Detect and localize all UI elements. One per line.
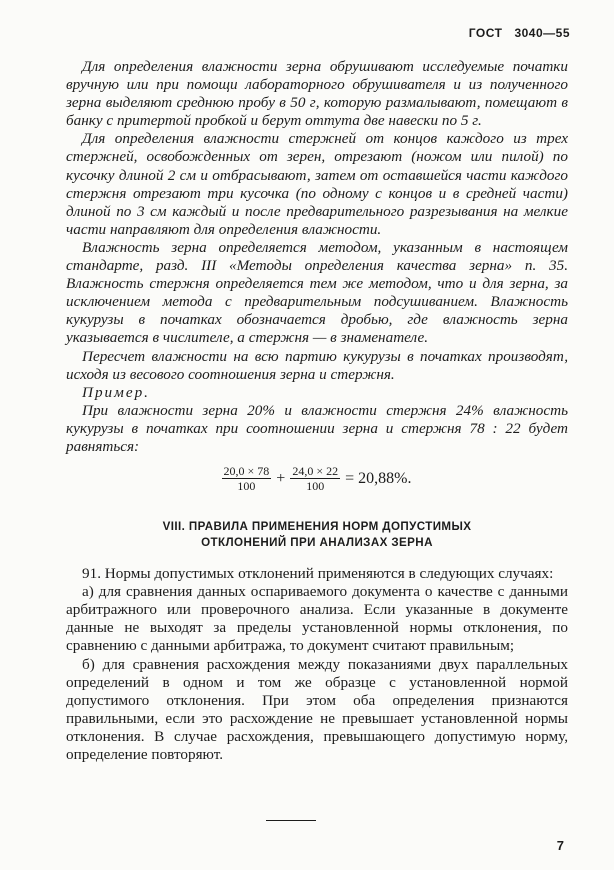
fraction-cob-numerator: 24,0 × 22 bbox=[292, 464, 339, 479]
moisture-formula bbox=[66, 464, 568, 493]
paragraph-method: Влажность зерна определяется методом, указанным в настоящем стандарте, разд. III «Методы определения качества зерна» п. 35. Влажность стержня определяется тем же методом, что и для зерна, за исключением метода с предварительным подсушиванием. Влажность кукурузы в початках обозначается дробью, где влажность зерна указывается в числителе, а стержня — в знаменателе. bbox=[66, 238, 568, 347]
page-header bbox=[469, 26, 570, 40]
paragraph-cob-moisture: Для определения влажности стержней от концов каждого из трех стержней, освобожденных от зерен, отрезают (ножом или пилой) по кусочку длиной 2 см и отбрасывают, затем от оставшейся части каждого стержня отрезают три кусочка (по одному с концов и в средней части) длиной по 3 см каждый и после предварительного разрезывания на мелкие части направляют для определения влажности. bbox=[66, 130, 568, 238]
paragraph-example: При влажности зерна 20% и влажности стержня 24% влажность кукурузы в початках при соотношении зерна и стержня 78 : 22 будет равняться: bbox=[66, 401, 568, 455]
example-label: Пример. bbox=[82, 383, 150, 401]
fraction-cob-denominator: 100 bbox=[306, 479, 325, 494]
page-number: 7 bbox=[556, 838, 564, 853]
clause-91: 91. Нормы допустимых отклонений применяются в следующих случаях: bbox=[82, 565, 554, 583]
clause-91-b: б) для сравнения расхождения между показаниями двух параллельных определений в одном и том же образце с установленной нормой допустимого отклонения. При этом оба определения признаются правильными, если это расхождение не превышает установленной нормы отклонения. В случае расхождения, превышающего допустимую норму, определение повторяют. bbox=[66, 655, 568, 763]
clause-91-a: а) для сравнения данных оспариваемого документа о качестве с данными арбитражного или проверочного анализа. Если указанные в документе данные не выходят за пределы установленной нормы отклонения, по сравнению с данными арбитража, то документ считают правильным; bbox=[66, 583, 568, 655]
plus-sign: + bbox=[276, 469, 286, 487]
page-content bbox=[66, 58, 568, 764]
standard-label: ГОСТ bbox=[468, 26, 503, 40]
section-title bbox=[66, 519, 568, 551]
fraction-cob bbox=[290, 464, 340, 493]
fraction-grain-denominator: 100 bbox=[237, 479, 256, 494]
paragraph-recalculation: Пересчет влажности на всю партию кукурузы в початках производят, исходя из весового соотношения зерна и стержня. bbox=[66, 347, 568, 383]
standard-number: 3040—55 bbox=[514, 26, 570, 40]
paragraph-grain-moisture: Для определения влажности зерна обрушивают исследуемые початки вручную или при помощи лабораторного обрушивателя и из полученного зерна выделяют среднюю пробу в 50 г, которую размалывают, помещают в банку с притертой пробкой и берут оттута две навески по 5 г. bbox=[66, 58, 568, 130]
end-rule bbox=[266, 820, 316, 821]
fraction-grain-numerator: 20,0 × 78 bbox=[223, 464, 270, 479]
fraction-grain bbox=[222, 464, 272, 493]
formula-result: = 20,88%. bbox=[345, 469, 412, 487]
section-title-line-1: VIII. ПРАВИЛА ПРИМЕНЕНИЯ НОРМ ДОПУСТИМЫХ bbox=[162, 520, 472, 534]
section-title-line-2: ОТКЛОНЕНИЙ ПРИ АНАЛИЗАХ ЗЕРНА bbox=[201, 536, 433, 550]
